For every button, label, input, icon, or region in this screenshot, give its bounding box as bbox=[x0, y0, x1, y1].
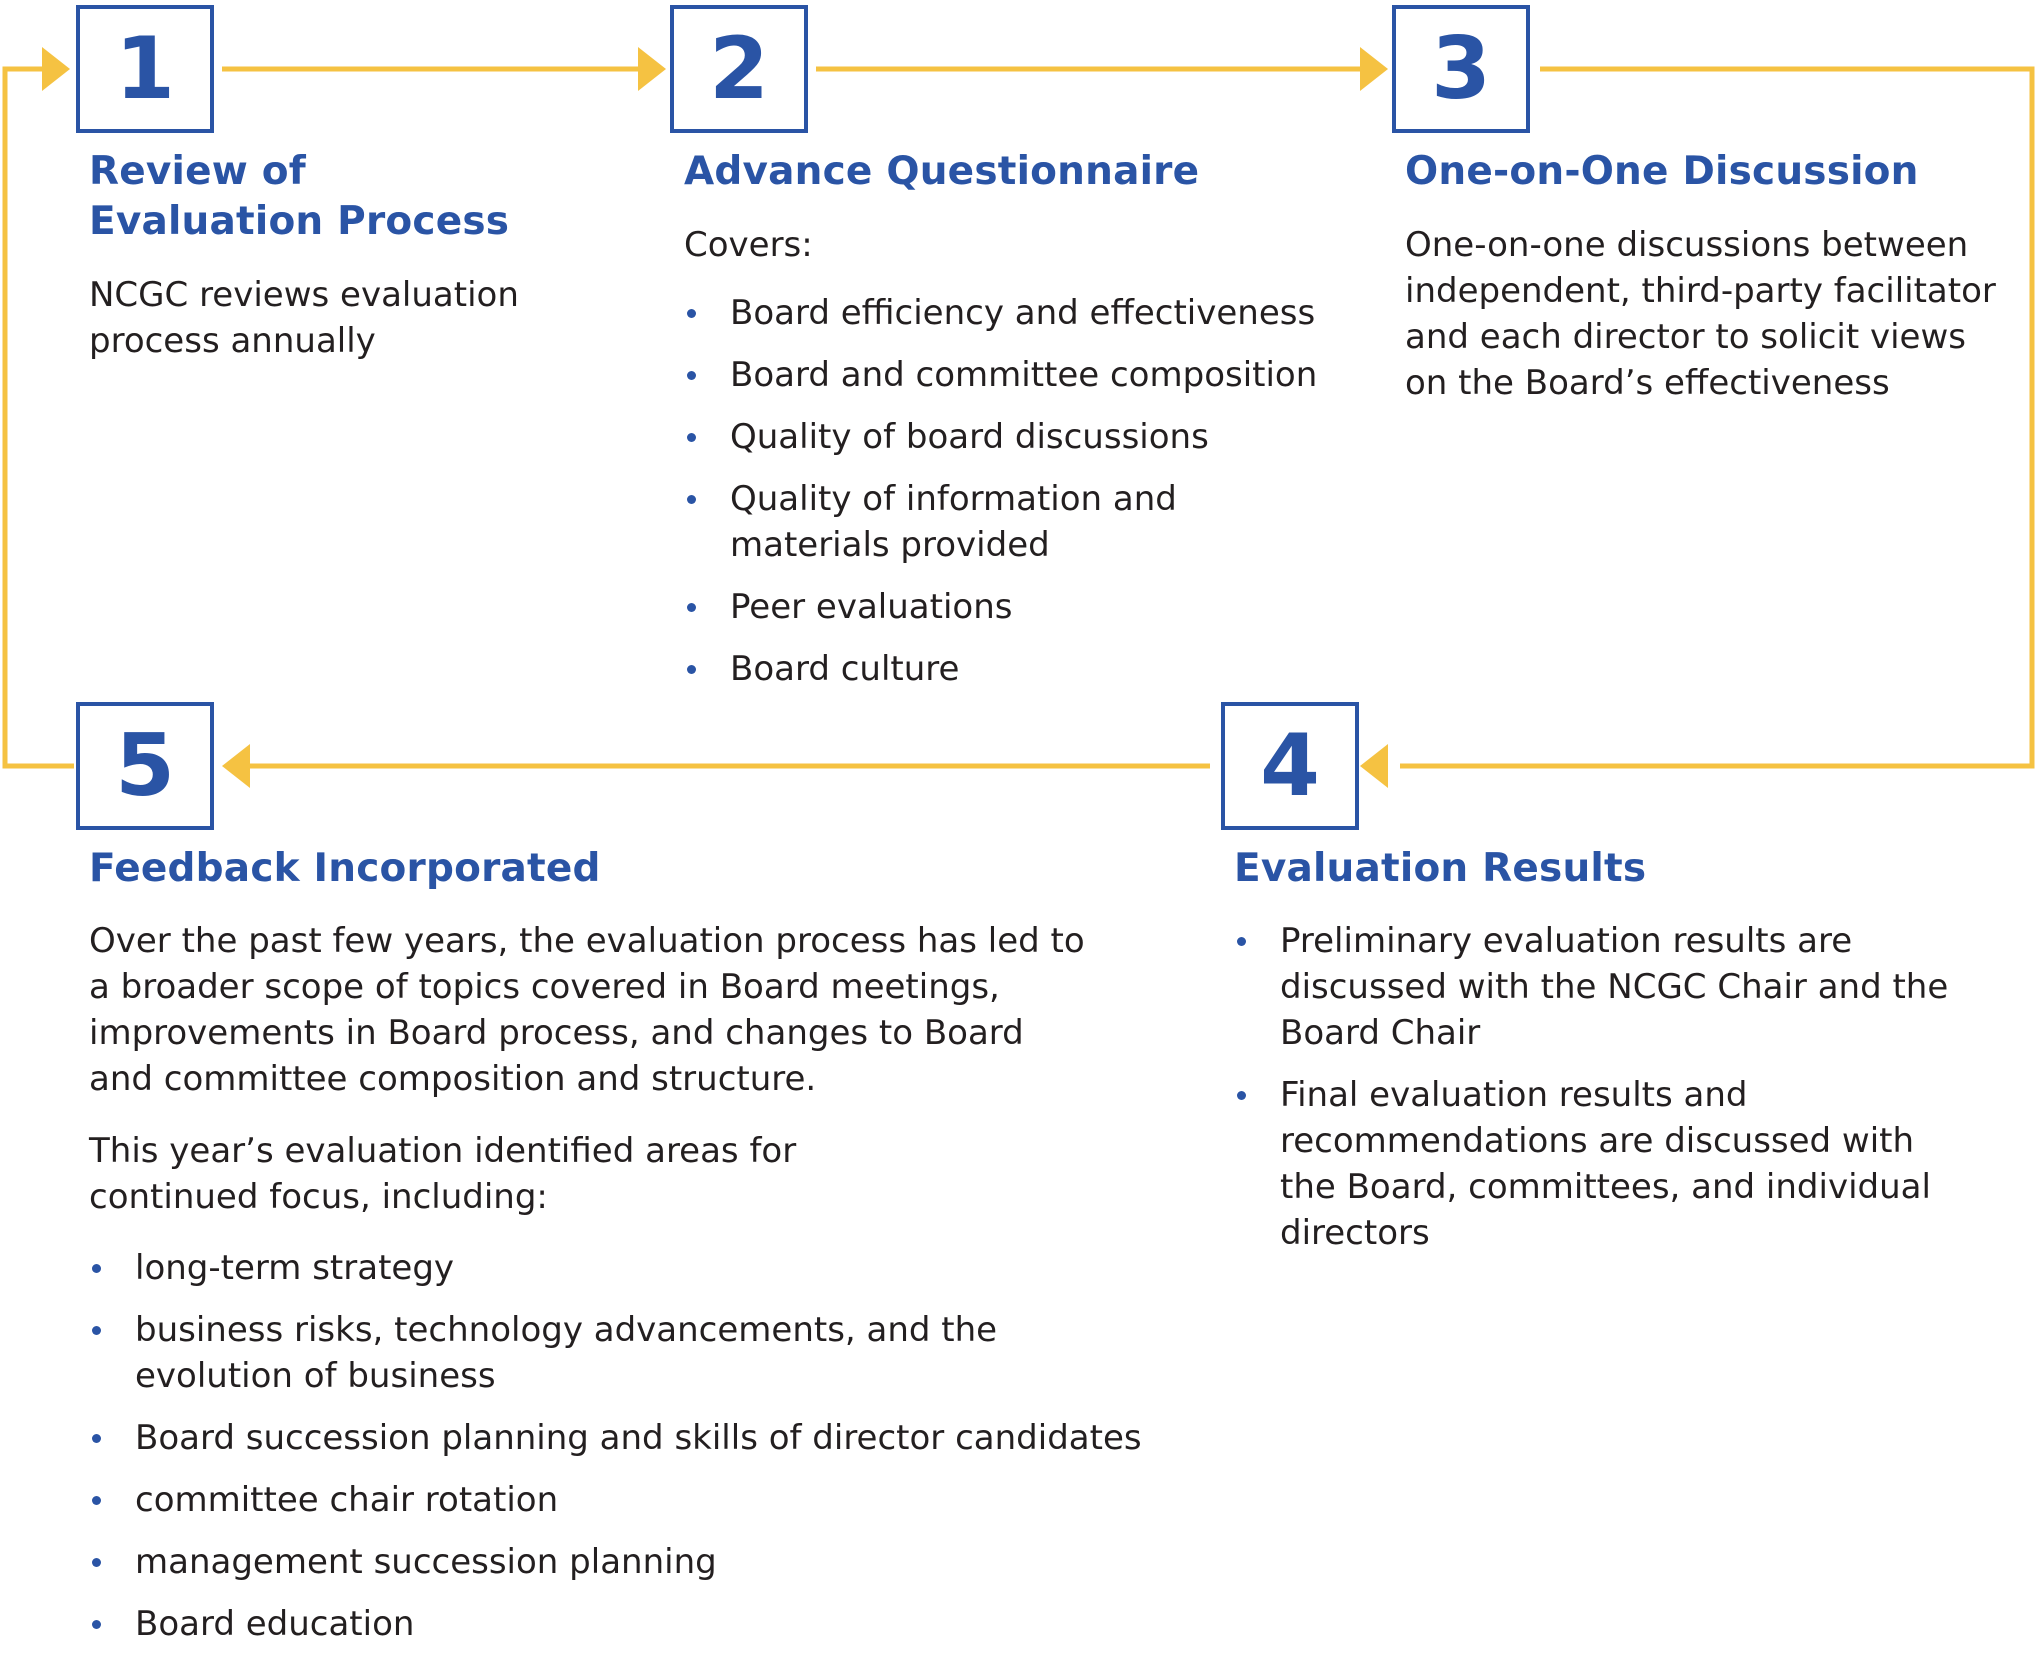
step-5-bullet: Board succession planning and skills of director candidates bbox=[89, 1415, 1149, 1461]
step-4-number-box bbox=[1221, 702, 1359, 830]
step-2-title: Advance Questionnaire bbox=[684, 149, 1200, 194]
arrowhead-to-4 bbox=[1360, 744, 1388, 788]
step-2-bullet: Peer evaluations bbox=[684, 584, 1324, 630]
step-2-bullet: Board and committee composition bbox=[684, 352, 1324, 398]
step-5-bullet: committee chair rotation bbox=[89, 1477, 1149, 1523]
step-5-bullet-list bbox=[89, 1245, 1149, 1663]
step-2-bullet-list bbox=[684, 290, 1324, 708]
arrowhead-to-3 bbox=[1360, 47, 1388, 91]
arrowhead-to-2 bbox=[638, 47, 666, 91]
arrowhead-to-5 bbox=[222, 744, 250, 788]
step-5-number: 5 bbox=[115, 716, 175, 816]
step-5-number-box bbox=[76, 702, 214, 830]
step-2-bullet: Quality of information and materials provided bbox=[684, 476, 1210, 568]
step-2-intro: Covers: bbox=[684, 225, 813, 265]
step-5-bullet: management succession planning bbox=[89, 1539, 1149, 1585]
step-2-bullet: Quality of board discussions bbox=[684, 414, 1324, 460]
step-1-description: NCGC reviews evaluation process annually bbox=[89, 275, 519, 361]
arrowhead-to-1 bbox=[42, 47, 70, 91]
step-4-title: Evaluation Results bbox=[1234, 846, 1647, 891]
step-1-title-line-2: Evaluation Process bbox=[89, 199, 510, 244]
arrow-line-5-to-1 bbox=[5, 69, 74, 766]
step-5-paragraph-1: Over the past few years, the evaluation process has led to a broader scope of topics covered in Board meetings, improvements in Board process, and changes to Board and committee composition and structure. bbox=[89, 921, 1085, 1099]
step-4-bullet-list bbox=[1234, 918, 1974, 1272]
step-3-description: One-on-one discussions between independent, third-party facilitator and each director to solicit views on the Board’s effectiveness bbox=[1405, 225, 1996, 403]
step-1-number-box bbox=[76, 5, 214, 133]
step-2-bullet: Board efficiency and effectiveness bbox=[684, 290, 1324, 336]
step-3-number: 3 bbox=[1431, 19, 1491, 119]
step-5-title: Feedback Incorporated bbox=[89, 846, 601, 891]
step-2-number: 2 bbox=[709, 19, 769, 119]
step-2-number-box bbox=[670, 5, 808, 133]
step-2-bullet: Board culture bbox=[684, 646, 1324, 692]
step-4-bullet: Preliminary evaluation results are discussed with the NCGC Chair and the Board Chair bbox=[1234, 918, 1974, 1056]
step-3-number-box bbox=[1392, 5, 1530, 133]
step-4-bullet: Final evaluation results and recommendations are discussed with the Board, committees, and individual directors bbox=[1234, 1072, 1974, 1256]
step-3-title: One-on-One Discussion bbox=[1405, 149, 1919, 194]
step-5-bullet: business risks, technology advancements, and the evolution of business bbox=[89, 1307, 1149, 1399]
step-5-bullet: long-term strategy bbox=[89, 1245, 1149, 1291]
step-1-title bbox=[89, 147, 649, 247]
step-5-paragraph-2: This year’s evaluation identified areas for continued focus, including: bbox=[89, 1131, 797, 1217]
step-1-number: 1 bbox=[115, 19, 175, 119]
step-4-number: 4 bbox=[1260, 716, 1320, 816]
step-5-bullet: Board education bbox=[89, 1601, 1149, 1647]
step-1-title-line-1: Review of bbox=[89, 149, 306, 194]
